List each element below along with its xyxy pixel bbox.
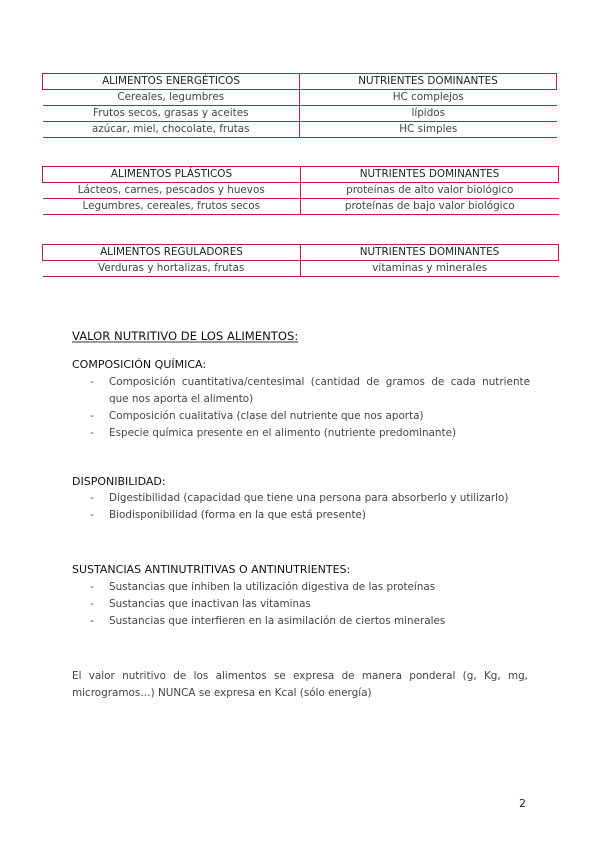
list-item: - Biodisponibilidad (forma en la que está presente) (90, 507, 530, 524)
column-header-alimentos: ALIMENTOS PLÁSTICOS (43, 167, 301, 183)
plasticos-table (42, 166, 559, 215)
energeticos-table (42, 73, 557, 138)
table-header-row (43, 245, 559, 261)
table-cell: HC complejos (300, 90, 557, 106)
column-header-nutrientes: NUTRIENTES DOMINANTES (301, 167, 559, 183)
list-item: - Sustancias que inactivan las vitaminas (90, 596, 530, 613)
composicion-list (90, 374, 530, 442)
list-item: - Digestibilidad (capacidad que tiene una persona para absorberlo y utilizarlo) (90, 490, 530, 507)
disponibilidad-heading: DISPONIBILIDAD: (72, 475, 166, 488)
column-header-alimentos: ALIMENTOS REGULADORES (43, 245, 301, 261)
reguladores-table (42, 244, 559, 277)
table-row (43, 90, 557, 106)
table-cell: HC simples (300, 122, 557, 138)
table-header-row (43, 167, 559, 183)
table-row (43, 199, 559, 215)
table-cell: vitaminas y minerales (301, 261, 559, 277)
table-cell: azúcar, miel, chocolate, frutas (43, 122, 300, 138)
table-cell: Cereales, legumbres (43, 90, 300, 106)
column-header-alimentos: ALIMENTOS ENERGÉTICOS (43, 74, 300, 90)
list-item: - Composición cualitativa (clase del nutriente que nos aporta) (90, 408, 530, 425)
column-header-nutrientes: NUTRIENTES DOMINANTES (301, 245, 559, 261)
table-cell: proteínas de bajo valor biológico (301, 199, 559, 215)
table-row (43, 183, 559, 199)
table-cell: lípidos (300, 106, 557, 122)
list-item: - Especie química presente en el alimento (nutriente predominante) (90, 425, 530, 442)
table-cell: Lácteos, carnes, pescados y huevos (43, 183, 301, 199)
list-item: - Sustancias que inhiben la utilización digestiva de las proteínas (90, 579, 530, 596)
disponibilidad-list (90, 490, 530, 524)
table-cell: Legumbres, cereales, frutos secos (43, 199, 301, 215)
list-item: - Sustancias que interfieren en la asimilación de ciertos minerales (90, 613, 530, 630)
page-number: 2 (519, 797, 526, 810)
table-cell: proteínas de alto valor biológico (301, 183, 559, 199)
composicion-heading: COMPOSICIÓN QUÍMICA: (72, 358, 207, 371)
table-header-row (43, 74, 557, 90)
column-header-nutrientes: NUTRIENTES DOMINANTES (300, 74, 557, 90)
antinutrientes-list (90, 579, 530, 630)
table-row (43, 106, 557, 122)
table-row (43, 261, 559, 277)
table-row (43, 122, 557, 138)
table-cell: Frutos secos, grasas y aceites (43, 106, 300, 122)
section-title: VALOR NUTRITIVO DE LOS ALIMENTOS: (72, 329, 299, 343)
list-item: - Composición cuantitativa/centesimal (cantidad de gramos de cada nutriente que nos aporta el alimento) (90, 374, 530, 408)
valor-nutritivo-note: El valor nutritivo de los alimentos se expresa de manera ponderal (g, Kg, mg, microgramos…) NUNCA se expresa en Kcal (sólo energía) (72, 670, 528, 699)
table-cell: Verduras y hortalizas, frutas (43, 261, 301, 277)
antinutrientes-heading: SUSTANCIAS ANTINUTRITIVAS O ANTINUTRIENTES: (72, 563, 351, 576)
